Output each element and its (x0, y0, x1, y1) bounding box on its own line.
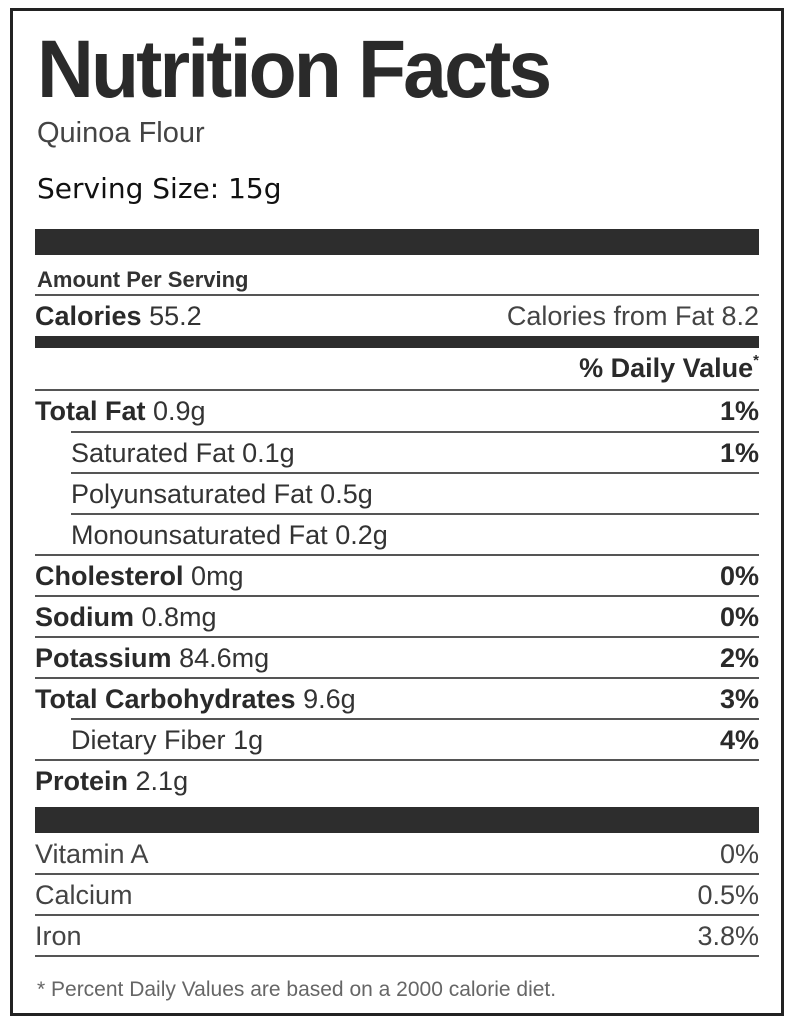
nutrient-row-total-carbohydrates (35, 679, 759, 719)
nutrient-amount: 0.8mg (141, 601, 217, 632)
nutrient-amount: 0mg (191, 560, 244, 591)
nutrient-row-protein (35, 761, 759, 801)
divider-thick-vitamins (35, 807, 759, 833)
amount-per-serving: Amount Per Serving (37, 267, 249, 292)
nutrient-row-sodium (35, 597, 759, 637)
nutrient-dv: 0% (719, 560, 759, 591)
vitamin-row-calcium (35, 875, 759, 915)
calories-value: 55.2 (149, 300, 202, 331)
divider-medium (35, 336, 759, 348)
vitamin-name: Iron (35, 920, 82, 951)
product-name: Quinoa Flour (37, 117, 205, 149)
nutrient-dv: 2% (719, 642, 759, 673)
nutrient-dv: 1% (719, 395, 759, 426)
nutrient-row-potassium (35, 638, 759, 678)
nutrient-name: Total Fat (35, 395, 146, 426)
label-title: Nutrition Facts (37, 24, 550, 115)
serving-size: Serving Size: 15g (37, 172, 282, 205)
nutrient-amount: 0.2g (335, 519, 388, 550)
nutrient-row-polyunsaturated-fat (71, 474, 759, 514)
nutrient-amount: 84.6mg (179, 642, 270, 673)
nutrient-dv: 0% (719, 601, 759, 632)
nutrient-name: Polyunsaturated Fat (71, 478, 313, 509)
divider-thick-top (35, 229, 759, 255)
nutrient-row-monounsaturated-fat (71, 515, 759, 555)
nutrient-amount: 2.1g (135, 765, 189, 796)
nutrient-name: Monounsaturated Fat (71, 519, 328, 550)
daily-value-header (579, 352, 759, 383)
daily-value-label: % Daily Value (579, 353, 754, 383)
vitamin-dv: 0.5% (697, 879, 759, 910)
footnote: * Percent Daily Values are based on a 2000 calorie diet. (37, 978, 557, 1001)
vitamin-name: Calcium (35, 879, 133, 910)
vitamin-dv: 3.8% (697, 920, 759, 951)
nutrient-name: Protein (35, 765, 129, 796)
nutrient-name: Saturated Fat (71, 437, 235, 468)
nutrient-amount: 0.5g (320, 478, 373, 509)
vitamin-name: Vitamin A (35, 838, 149, 869)
nutrient-amount: 9.6g (303, 683, 356, 714)
nutrient-dv: 3% (719, 683, 759, 714)
nutrient-name: Dietary Fiber (71, 724, 226, 755)
nutrient-name: Potassium (35, 642, 172, 673)
nutrient-dv: 1% (719, 437, 759, 468)
nutrient-row-dietary-fiber (71, 720, 759, 760)
nutrient-row-total-fat (35, 391, 759, 431)
divider (35, 955, 759, 957)
vitamin-row-iron (35, 916, 759, 956)
nutrient-amount: 0.1g (242, 437, 295, 468)
label-content (35, 11, 759, 1013)
nutrition-label (10, 8, 784, 1016)
calories-row (35, 296, 759, 336)
vitamin-row-vitamin-a (35, 834, 759, 874)
nutrient-row-cholesterol (35, 556, 759, 596)
nutrient-row-saturated-fat (71, 433, 759, 473)
calories-label: Calories (35, 300, 142, 331)
nutrient-name: Total Carbohydrates (35, 683, 296, 714)
daily-value-marker: * (753, 352, 759, 369)
vitamin-dv: 0% (719, 838, 759, 869)
nutrient-amount: 1g (233, 724, 264, 755)
nutrient-amount: 0.9g (153, 395, 206, 426)
nutrient-dv: 4% (719, 724, 759, 755)
nutrient-name: Cholesterol (35, 560, 184, 591)
calories-from-fat: Calories from Fat 8.2 (506, 300, 759, 331)
nutrient-name: Sodium (35, 601, 134, 632)
